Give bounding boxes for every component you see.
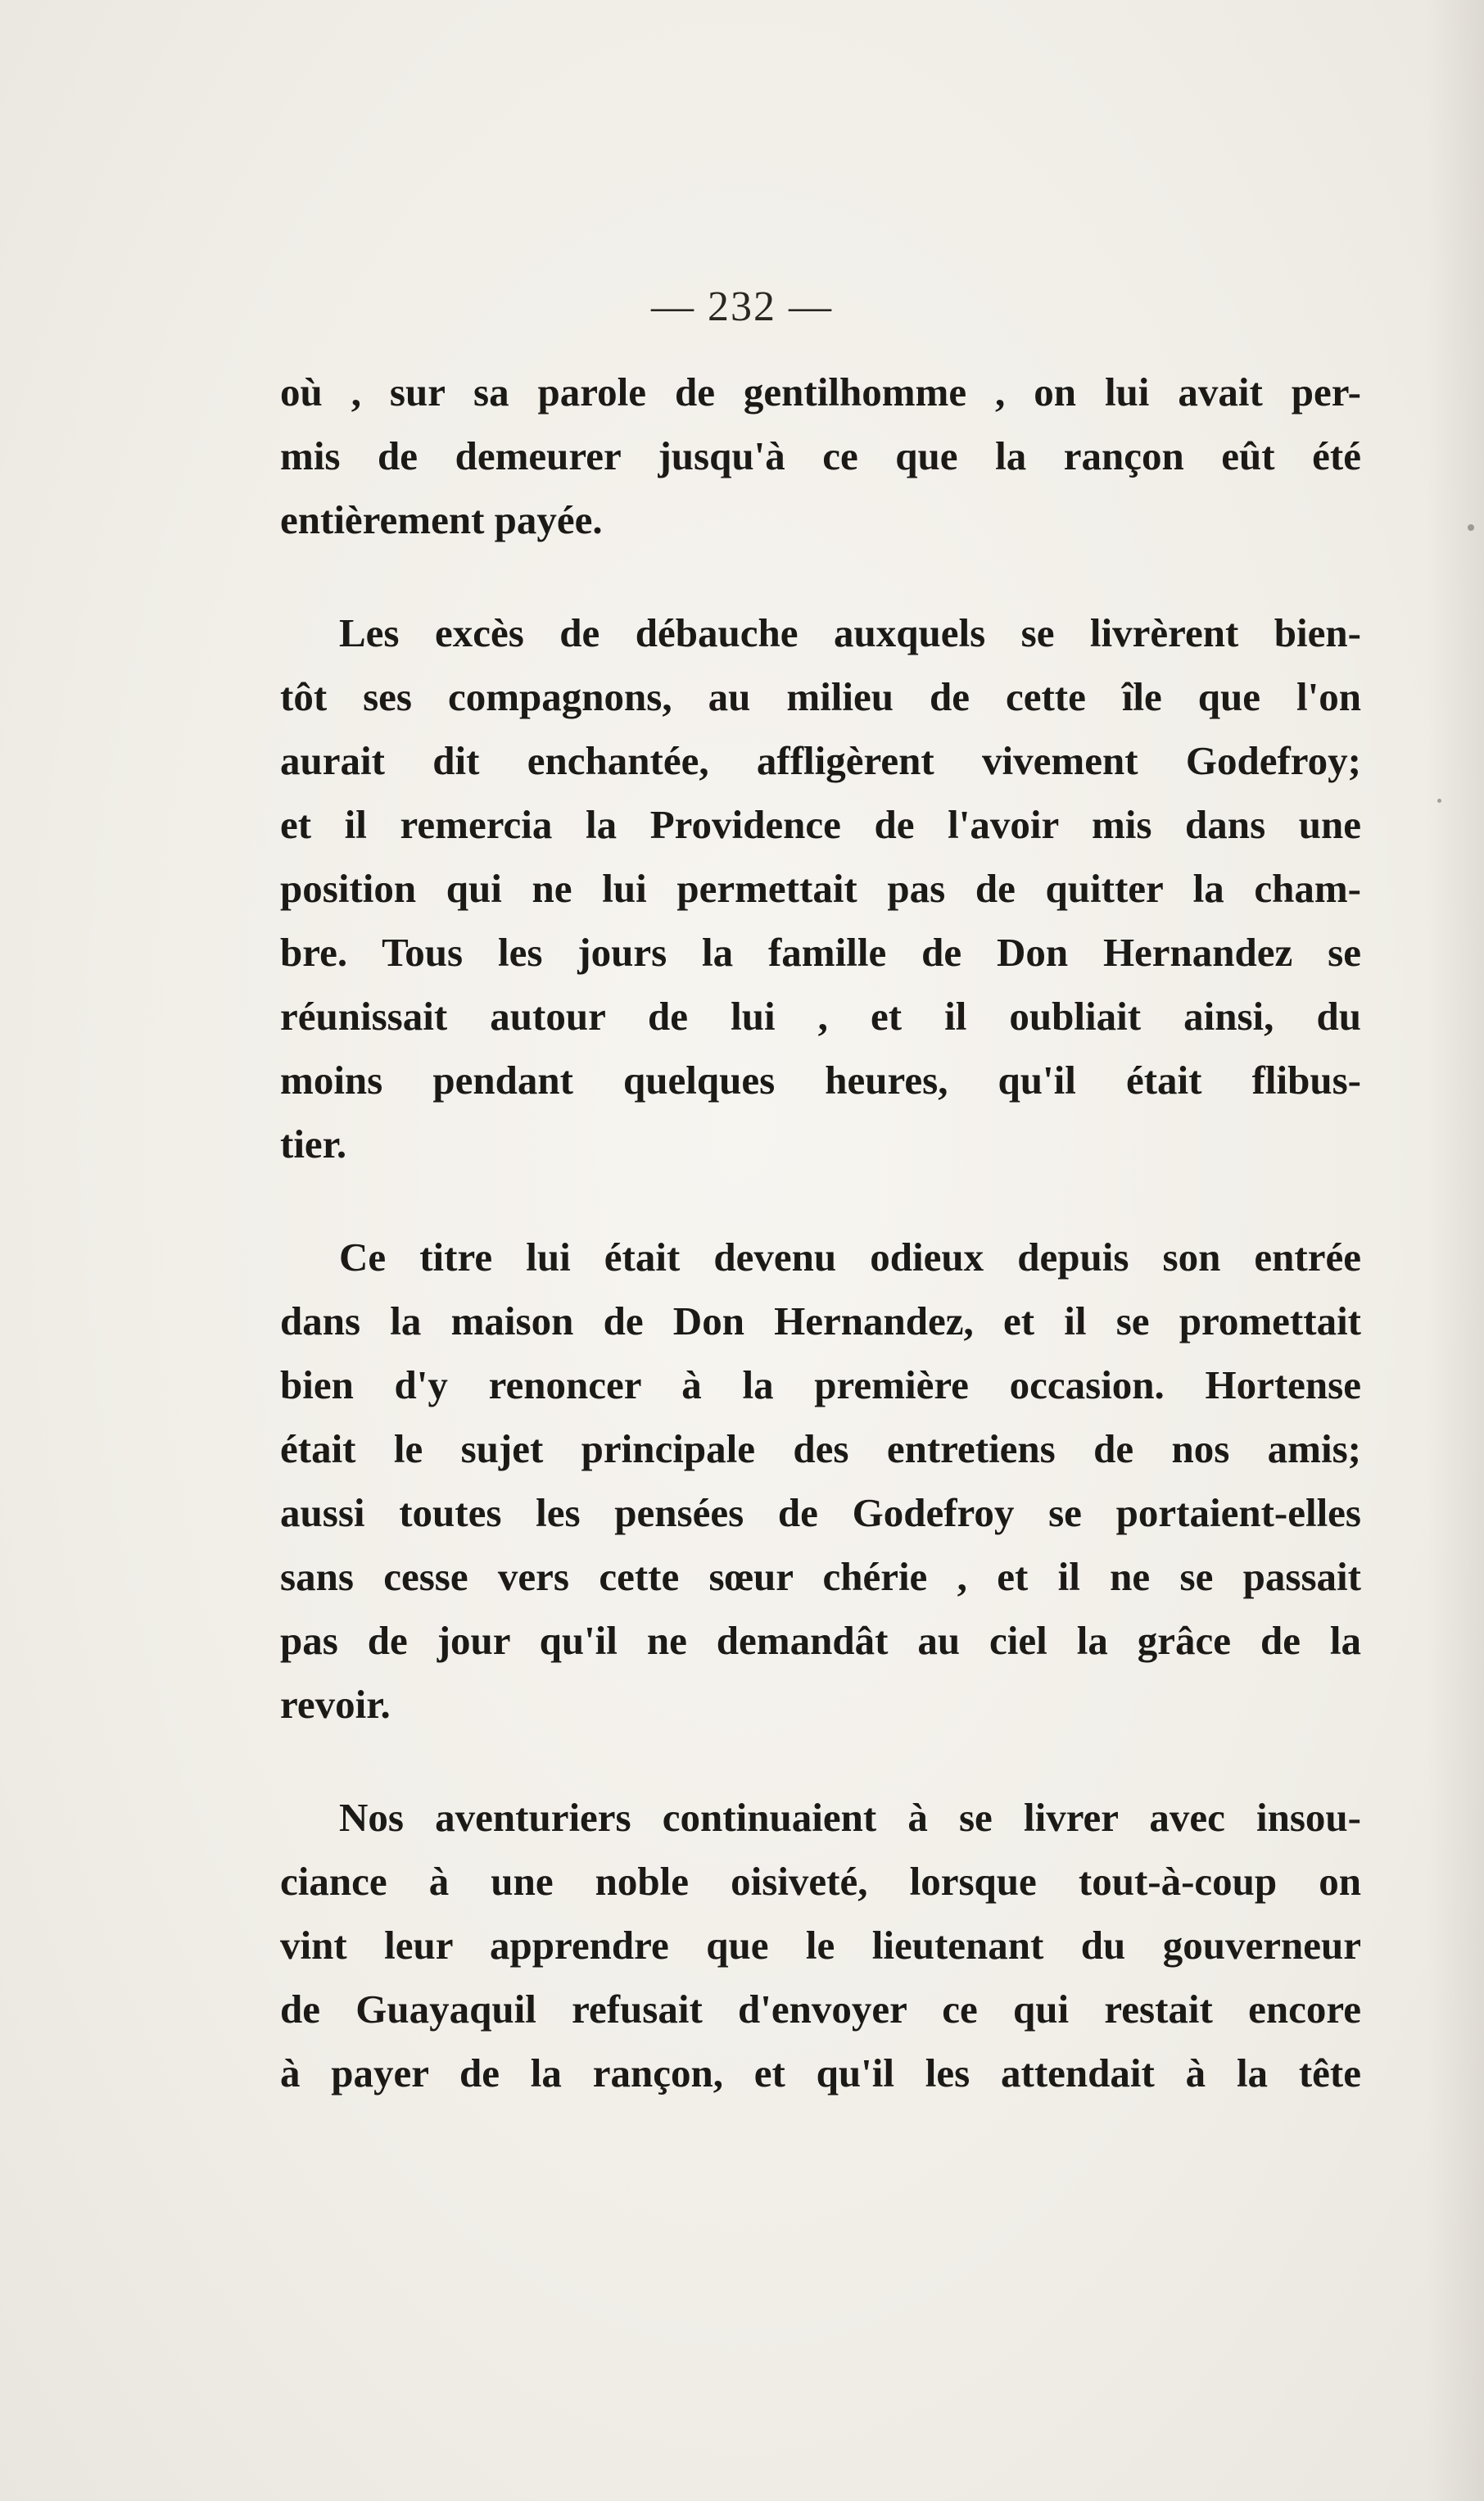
- page-number: — 232 —: [651, 283, 833, 330]
- text-line: tier.: [280, 1121, 347, 1167]
- text-line: revoir.: [280, 1682, 391, 1727]
- text-line: était le sujet principale des entretiens de nos amis;: [280, 1426, 1361, 1471]
- text-line: pas de jour qu'il ne demandât au ciel la grâce de la: [280, 1618, 1361, 1663]
- paragraph-gap: [280, 1176, 1361, 1226]
- paragraph-4: [280, 1786, 1361, 2105]
- paper-spot: [1437, 799, 1441, 803]
- text-line: de Guayaquil refusait d'envoyer ce qui restait encore: [280, 1987, 1361, 2032]
- text-line: bien d'y renoncer à la première occasion. Hortense: [280, 1362, 1361, 1407]
- paragraph-gap: [280, 1737, 1361, 1786]
- text-line: à payer de la rançon, et qu'il les attendait à la tête: [280, 2050, 1361, 2095]
- body-text: [280, 360, 1361, 2105]
- text-line: où , sur sa parole de gentilhomme , on lui avait per-: [280, 369, 1361, 415]
- page-edge-shadow: [1427, 0, 1484, 2501]
- paragraph-1: [280, 360, 1361, 552]
- text-line: dans la maison de Don Hernandez, et il se promettait: [280, 1298, 1361, 1343]
- text-line: Ce titre lui était devenu odieux depuis son entrée: [339, 1235, 1361, 1280]
- paper-spot: [1468, 524, 1474, 531]
- paragraph-3: [280, 1226, 1361, 1737]
- text-line: sans cesse vers cette sœur chérie , et il ne se passait: [280, 1554, 1361, 1599]
- text-line: réunissait autour de lui , et il oubliait ainsi, du: [280, 994, 1361, 1039]
- text-line: aussi toutes les pensées de Godefroy se portaient-elles: [280, 1490, 1361, 1535]
- text-line: mis de demeurer jusqu'à ce que la rançon eût été: [280, 433, 1361, 478]
- paragraph-2: [280, 601, 1361, 1176]
- text-line: ciance à une noble oisiveté, lorsque tout-à-coup on: [280, 1859, 1361, 1904]
- text-line: et il remercia la Providence de l'avoir mis dans une: [280, 802, 1361, 847]
- text-line: Nos aventuriers continuaient à se livrer avec insou-: [339, 1795, 1361, 1840]
- text-line: Les excès de débauche auxquels se livrèrent bien-: [339, 610, 1361, 655]
- text-line: vint leur apprendre que le lieutenant du gouverneur: [280, 1923, 1361, 1968]
- text-line: bre. Tous les jours la famille de Don Hernandez se: [280, 930, 1361, 975]
- text-line: entièrement payée.: [280, 497, 603, 542]
- paragraph-gap: [280, 552, 1361, 601]
- text-line: position qui ne lui permettait pas de quitter la cham-: [280, 866, 1361, 911]
- text-line: aurait dit enchantée, affligèrent vivement Godefroy;: [280, 738, 1361, 783]
- text-line: tôt ses compagnons, au milieu de cette île que l'on: [280, 674, 1361, 719]
- text-line: moins pendant quelques heures, qu'il était flibus-: [280, 1058, 1361, 1103]
